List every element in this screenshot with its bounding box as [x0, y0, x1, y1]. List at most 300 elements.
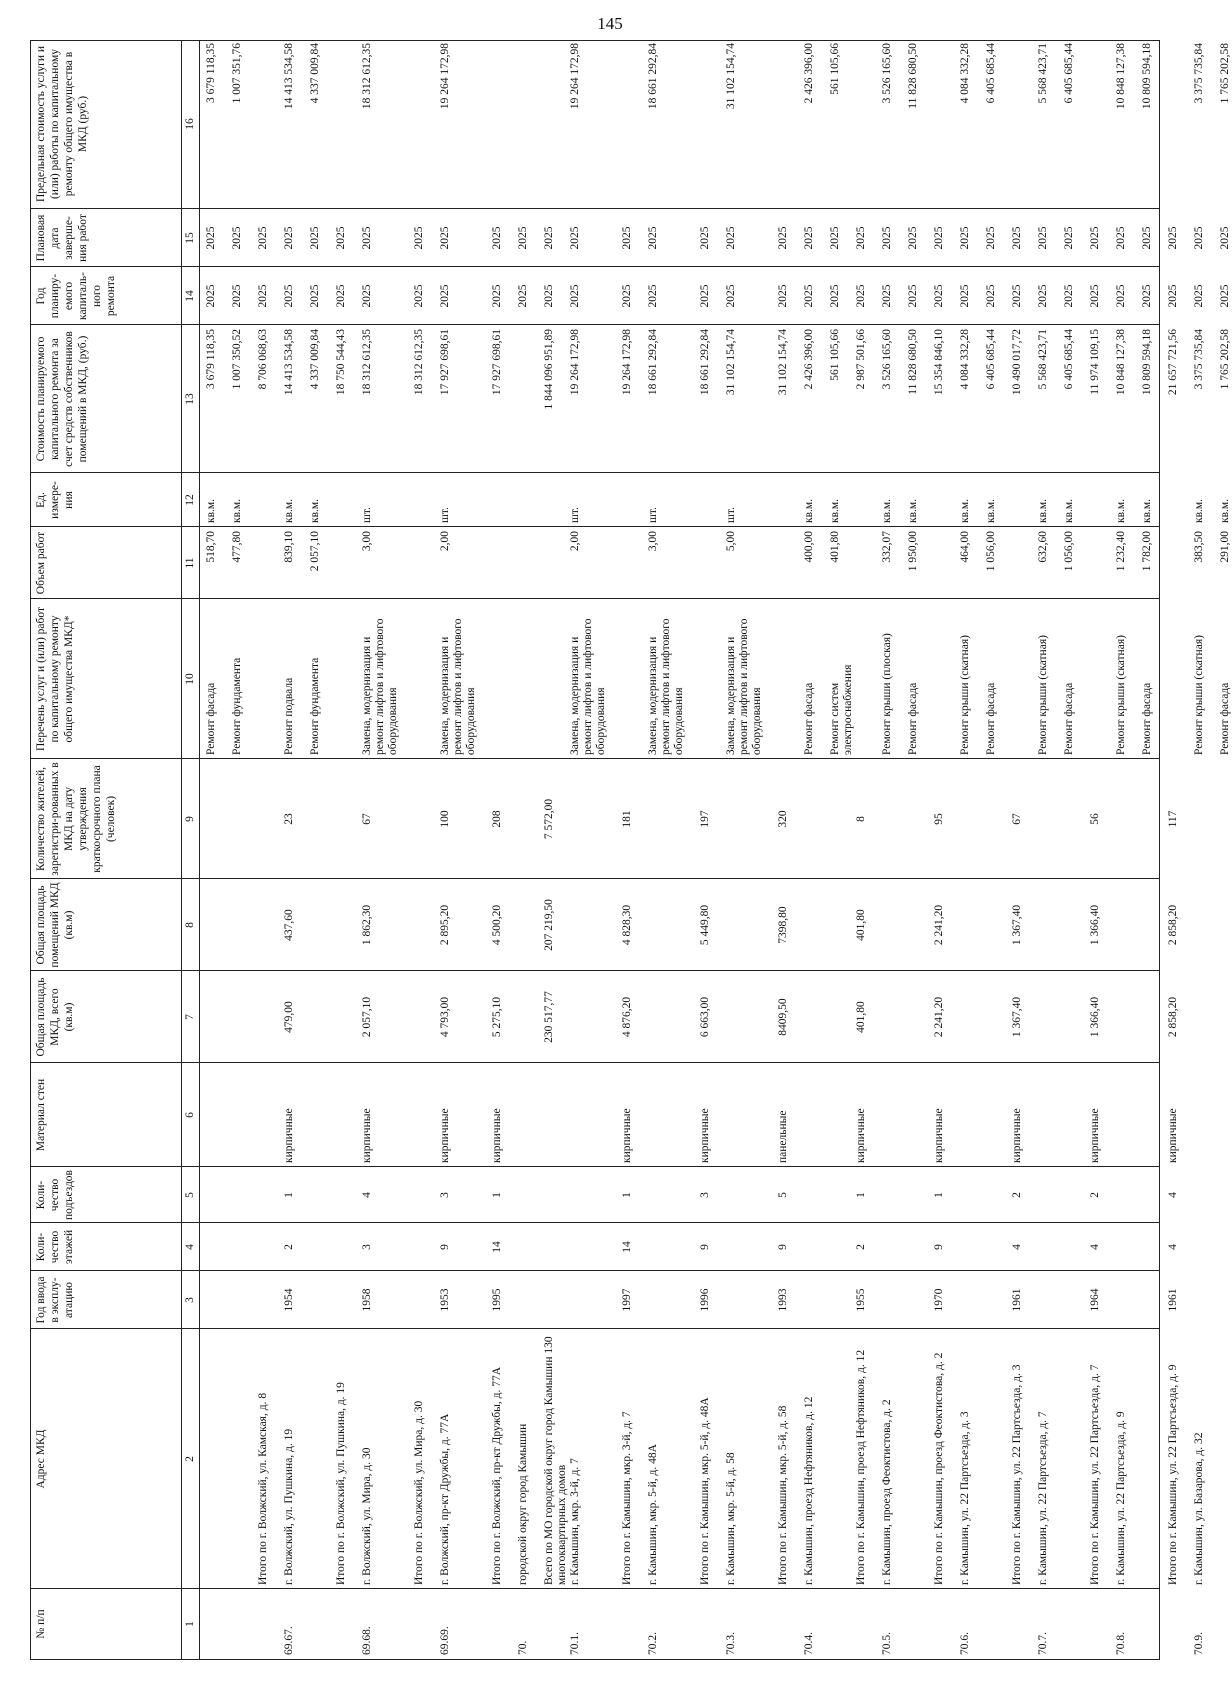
cell-floors: 2	[283, 1244, 295, 1250]
cell-plan-year: 2025	[933, 284, 945, 308]
column-divider	[31, 878, 1159, 879]
cell-limit-cost: 561 105,66	[829, 43, 841, 95]
cell-work-volume: 632,60	[1037, 531, 1049, 563]
column-divider	[31, 324, 1159, 325]
cell-plan-end: 2025	[1167, 226, 1179, 250]
cell-plan-year: 2025	[647, 284, 659, 308]
cell-limit-cost: 1 007 351,76	[231, 43, 243, 104]
cell-entrances: 1	[855, 1192, 867, 1198]
column-divider	[31, 472, 1159, 473]
cell-plan-end: 2025	[647, 226, 659, 250]
cell-floors: 4	[1011, 1244, 1023, 1250]
cell-unit: кв.м.	[959, 498, 971, 523]
cell-floors: 14	[621, 1241, 633, 1253]
cell-plan-end: 2025	[855, 226, 867, 250]
cell-work-volume: 401,80	[829, 531, 841, 563]
cell-work-volume: 464,00	[959, 531, 971, 563]
cell-year-built: 1995	[491, 1288, 503, 1312]
cell-total-area: 2 057,10	[361, 996, 373, 1038]
cell-row-num: 70.6.	[959, 1632, 971, 1655]
cell-total-area: 8409,50	[777, 998, 789, 1036]
cell-limit-cost: 19 264 172,98	[439, 43, 451, 110]
cell-address: городской округ город Камышин	[517, 1423, 529, 1585]
cell-owner-cost: 10 809 594,18	[1141, 329, 1153, 396]
cell-plan-year: 2025	[855, 284, 867, 308]
cell-address: г. Камышин, проезд Феоктистова, д. 2	[881, 1399, 893, 1585]
cell-premises-area: 4 828,30	[621, 904, 633, 946]
cell-plan-year: 2025	[1063, 284, 1075, 308]
cell-row-num: 69.69.	[439, 1626, 451, 1655]
cell-limit-cost: 3 526 165,60	[881, 43, 893, 104]
cell-work-volume: 1 056,00	[1063, 531, 1075, 572]
cell-plan-end: 2025	[335, 226, 347, 250]
cell-residents: 208	[491, 810, 503, 828]
cell-year-built: 1954	[283, 1288, 295, 1312]
cell-year-built: 1993	[777, 1288, 789, 1312]
cell-address: Итого по г. Волжский, ул. Пушкина, д. 19	[335, 1382, 347, 1585]
cell-plan-end: 2025	[1193, 226, 1205, 250]
page-number: 145	[597, 14, 623, 33]
cell-limit-cost: 10 809 594,18	[1141, 43, 1153, 110]
cell-year-built: 1970	[933, 1288, 945, 1312]
cell-premises-area: 1 366,40	[1089, 904, 1101, 946]
cell-work-volume: 477,80	[231, 531, 243, 563]
cell-wall-material: кирпичные	[621, 1108, 633, 1163]
cell-floors: 4	[1167, 1244, 1179, 1250]
cell-year-built: 1997	[621, 1288, 633, 1312]
cell-work-volume: 383,50	[1193, 531, 1205, 563]
column-divider	[31, 526, 1159, 527]
cell-owner-cost: 17 927 698,61	[491, 329, 503, 396]
cell-owner-cost: 1 844 096 951,89	[543, 329, 555, 410]
cell-address: г. Волжский, ул. Мира, д. 30	[361, 1447, 373, 1585]
column-divider	[31, 1166, 1159, 1167]
cell-work-volume: 518,70	[205, 531, 217, 563]
cell-unit: кв.м.	[1193, 498, 1205, 523]
cell-plan-year: 2025	[439, 284, 451, 308]
cell-work-list: Ремонт крыши (скатная)	[1193, 635, 1205, 755]
column-divider	[31, 970, 1159, 971]
cell-owner-cost: 4 337 009,84	[309, 329, 321, 390]
cell-entrances: 1	[933, 1192, 945, 1198]
row-divider	[199, 41, 200, 1659]
header-wall-material: Материал стен	[35, 1078, 47, 1152]
cell-year-built: 1961	[1167, 1288, 1179, 1312]
cell-work-volume: 3,00	[361, 531, 373, 552]
cell-plan-end: 2025	[439, 226, 451, 250]
cell-address: г. Камышин, ул. Базарова, д. 32	[1193, 1432, 1205, 1585]
cell-work-list: Ремонт систем электроснабжения	[829, 664, 854, 755]
cell-limit-cost: 18 312 612,35	[361, 43, 373, 110]
header-address: Адрес МКД	[35, 1429, 47, 1489]
cell-limit-cost: 2 426 396,00	[803, 43, 815, 104]
header-residents: Количество жителей, зарегистри-рованных в МКД на дату утверждения краткосрочного плана (человек)	[35, 762, 117, 876]
cell-plan-end: 2025	[1011, 226, 1023, 250]
cell-residents: 197	[699, 810, 711, 828]
cell-work-list: Ремонт фасада	[1219, 682, 1231, 755]
cell-owner-cost: 31 102 154,74	[777, 329, 789, 396]
cell-work-list: Ремонт крыши (плоская)	[881, 633, 893, 755]
cell-row-num: 70.8.	[1115, 1632, 1127, 1655]
cell-work-list: Замена, модернизация и ремонт лифтов и лифтового оборудования	[647, 618, 685, 755]
cell-owner-cost: 8 706 068,63	[257, 329, 269, 390]
cell-plan-year: 2025	[1141, 284, 1153, 308]
cell-plan-year: 2025	[777, 284, 789, 308]
cell-plan-end: 2025	[491, 226, 503, 250]
cell-address: Итого по г. Камышин, ул. 22 Партсъезда, д. 7	[1089, 1364, 1101, 1585]
cell-address: г. Камышин, ул. 22 Партсъезда, д. 3	[959, 1411, 971, 1585]
column-number: 5	[184, 1192, 196, 1198]
cell-premises-area: 2 241,20	[933, 904, 945, 946]
column-divider	[31, 1062, 1159, 1063]
cell-address: г. Волжский, пр-кт Дружбы, д. 77А	[439, 1413, 451, 1585]
cell-plan-year: 2025	[543, 284, 555, 308]
cell-plan-year: 2025	[283, 284, 295, 308]
cell-plan-year: 2025	[335, 284, 347, 308]
cell-owner-cost: 10 848 127,38	[1115, 329, 1127, 396]
column-number: 9	[184, 816, 196, 822]
column-divider	[31, 266, 1159, 267]
cell-wall-material: кирпичные	[855, 1108, 867, 1163]
column-number: 14	[184, 290, 196, 302]
cell-floors: 9	[777, 1244, 789, 1250]
cell-work-list: Ремонт фасада	[985, 682, 997, 755]
cell-plan-year: 2025	[491, 284, 503, 308]
rotated-table	[30, 40, 1231, 1660]
cell-plan-year: 2025	[725, 284, 737, 308]
cell-work-volume: 1 056,00	[985, 531, 997, 572]
cell-entrances: 3	[439, 1192, 451, 1198]
cell-year-built: 1953	[439, 1288, 451, 1312]
cell-residents: 95	[933, 813, 945, 825]
cell-owner-cost: 10 490 017,72	[1011, 329, 1023, 396]
cell-unit: шт.	[725, 507, 737, 523]
cell-plan-end: 2025	[803, 226, 815, 250]
cell-wall-material: кирпичные	[491, 1108, 503, 1163]
cell-floors: 14	[491, 1241, 503, 1253]
cell-unit: кв.м.	[231, 498, 243, 523]
cell-total-area: 479,00	[283, 1001, 295, 1033]
cell-plan-end: 2025	[283, 226, 295, 250]
cell-unit: кв.м.	[283, 498, 295, 523]
cell-owner-cost: 2 987 501,66	[855, 329, 867, 390]
cell-unit: кв.м.	[205, 498, 217, 523]
cell-unit: шт.	[439, 507, 451, 523]
cell-row-num: 70.	[517, 1640, 529, 1655]
column-divider	[31, 1328, 1159, 1329]
cell-entrances: 4	[1167, 1192, 1179, 1198]
cell-residents: 7 572,00	[543, 798, 555, 840]
header-premises-area: Общая площадь помещений МКД (кв.м)	[35, 882, 75, 968]
column-number: 8	[184, 922, 196, 928]
cell-address: Итого по г. Камышин, мкр. 3-й, д. 7	[621, 1411, 633, 1585]
cell-plan-year: 2025	[1011, 284, 1023, 308]
cell-entrances: 1	[283, 1192, 295, 1198]
cell-total-area: 401,80	[855, 1001, 867, 1033]
header-unit: Ед. измере-ния	[35, 481, 75, 519]
cell-plan-end: 2025	[1141, 226, 1153, 250]
cell-work-list: Ремонт фасада	[907, 682, 919, 755]
cell-owner-cost: 15 354 846,10	[933, 329, 945, 396]
column-divider	[31, 1270, 1159, 1271]
cell-address: г. Камышин, мкр. 5-й, д. 48А	[647, 1444, 659, 1585]
cell-residents: 67	[361, 813, 373, 825]
cell-plan-year: 2025	[1115, 284, 1127, 308]
cell-work-volume: 332,07	[881, 531, 893, 563]
cell-plan-year: 2025	[829, 284, 841, 308]
cell-total-area: 230 517,77	[543, 991, 555, 1043]
column-divider	[31, 758, 1159, 759]
cell-owner-cost: 3 526 165,60	[881, 329, 893, 390]
cell-plan-end: 2025	[309, 226, 321, 250]
cell-plan-year: 2025	[1089, 284, 1101, 308]
header-total-area: Общая площадь МКД, всего (кв.м)	[35, 977, 75, 1057]
header-work-volume: Объем работ	[35, 531, 47, 595]
cell-limit-cost: 3 679 118,35	[205, 43, 217, 103]
cell-plan-end: 2025	[1115, 226, 1127, 250]
cell-plan-year: 2025	[907, 284, 919, 308]
column-number: 1	[184, 1621, 196, 1627]
cell-work-list: Ремонт фасада	[1063, 682, 1075, 755]
cell-work-list: Ремонт фасада	[803, 682, 815, 755]
column-divider	[31, 1222, 1159, 1223]
cell-total-area: 1 367,40	[1011, 996, 1023, 1038]
cell-row-num: 70.9.	[1193, 1632, 1205, 1655]
cell-unit: кв.м.	[985, 498, 997, 523]
column-number: 10	[184, 673, 196, 685]
cell-owner-cost: 21 657 721,56	[1167, 329, 1179, 396]
cell-unit: кв.м.	[309, 498, 321, 523]
cell-work-list: Замена, модернизация и ремонт лифтов и лифтового оборудования	[361, 618, 399, 755]
cell-plan-year: 2025	[257, 284, 269, 308]
cell-limit-cost: 14 413 534,58	[283, 43, 295, 110]
cell-floors: 4	[1089, 1244, 1101, 1250]
cell-plan-end: 2025	[881, 226, 893, 250]
cell-premises-area: 5 449,80	[699, 904, 711, 946]
cell-work-volume: 839,10	[283, 531, 295, 563]
cell-plan-end: 2025	[1089, 226, 1101, 250]
cell-plan-end: 2025	[725, 226, 737, 250]
cell-wall-material: кирпичные	[361, 1108, 373, 1163]
cell-work-volume: 1 232,40	[1115, 531, 1127, 572]
cell-limit-cost: 11 828 680,50	[907, 43, 919, 109]
cell-limit-cost: 3 375 735,84	[1193, 43, 1205, 104]
cell-plan-year: 2025	[1167, 284, 1179, 308]
cell-plan-end: 2025	[621, 226, 633, 250]
cell-premises-area: 4 500,20	[491, 904, 503, 946]
cell-owner-cost: 4 084 332,28	[959, 329, 971, 390]
cell-plan-end: 2025	[231, 226, 243, 250]
cell-plan-year: 2025	[361, 284, 373, 308]
column-divider	[31, 208, 1159, 209]
cell-wall-material: кирпичные	[283, 1108, 295, 1163]
cell-entrances: 3	[699, 1192, 711, 1198]
cell-plan-year: 2025	[569, 284, 581, 308]
cell-year-built: 1961	[1011, 1288, 1023, 1312]
cell-total-area: 2 858,20	[1167, 996, 1179, 1038]
header-owner-cost: Стоимость планируемого капитального ремонта за счет средств собственников помещений в МКД, (руб.)	[35, 331, 89, 467]
cell-plan-end: 2025	[257, 226, 269, 250]
cell-limit-cost: 1 765 202,58	[1219, 43, 1231, 104]
cell-plan-end: 2025	[829, 226, 841, 250]
cell-premises-area: 1 862,30	[361, 904, 373, 946]
cell-premises-area: 2 895,20	[439, 904, 451, 946]
cell-limit-cost: 4 084 332,28	[959, 43, 971, 104]
cell-plan-end: 2025	[959, 226, 971, 250]
cell-plan-end: 2025	[361, 226, 373, 250]
cell-total-area: 4 876,20	[621, 996, 633, 1038]
cell-owner-cost: 11 828 680,50	[907, 329, 919, 395]
cell-unit: шт.	[361, 507, 373, 523]
cell-wall-material: кирпичные	[699, 1108, 711, 1163]
cell-work-list: Ремонт подвала	[283, 677, 295, 755]
cell-plan-year: 2025	[985, 284, 997, 308]
cell-entrances: 2	[1089, 1192, 1101, 1198]
cell-owner-cost: 18 312 612,35	[413, 329, 425, 396]
cell-row-num: 70.2.	[647, 1632, 659, 1655]
cell-address: Итого по г. Волжский, ул. Камская, д. 8	[257, 1392, 269, 1585]
cell-total-area: 4 793,00	[439, 996, 451, 1038]
cell-plan-end: 2025	[907, 226, 919, 250]
cell-wall-material: кирпичные	[933, 1108, 945, 1163]
cell-owner-cost: 14 413 534,58	[283, 329, 295, 396]
cell-year-built: 1996	[699, 1288, 711, 1312]
cell-owner-cost: 6 405 685,44	[985, 329, 997, 390]
cell-unit: кв.м.	[881, 498, 893, 523]
cell-unit: кв.м.	[907, 498, 919, 523]
cell-floors: 9	[439, 1244, 451, 1250]
cell-work-volume: 400,00	[803, 531, 815, 563]
header-year-built: Год ввода в эксплу-атацию	[35, 1276, 75, 1324]
cell-work-list: Ремонт крыши (скатная)	[959, 635, 971, 755]
cell-address: г. Камышин, мкр. 3-й, д. 7	[569, 1458, 581, 1585]
cell-limit-cost: 4 337 009,84	[309, 43, 321, 104]
cell-plan-year: 2025	[413, 284, 425, 308]
cell-owner-cost: 2 426 396,00	[803, 329, 815, 390]
cell-plan-year: 2025	[699, 284, 711, 308]
cell-premises-area: 437,60	[283, 909, 295, 941]
cell-entrances: 5	[777, 1192, 789, 1198]
cell-entrances: 4	[361, 1192, 373, 1198]
cell-plan-year: 2025	[1193, 284, 1205, 308]
column-number: 15	[184, 232, 196, 244]
cell-unit: кв.м.	[1219, 498, 1231, 523]
cell-owner-cost: 19 264 172,98	[569, 329, 581, 396]
cell-residents: 320	[777, 810, 789, 828]
cell-residents: 67	[1011, 813, 1023, 825]
cell-floors: 2	[855, 1244, 867, 1250]
cell-residents: 56	[1089, 813, 1101, 825]
cell-plan-year: 2025	[621, 284, 633, 308]
cell-plan-year: 2025	[959, 284, 971, 308]
cell-work-volume: 2 057,10	[309, 531, 321, 572]
cell-limit-cost: 5 568 423,71	[1037, 43, 1049, 104]
cell-plan-year: 2025	[803, 284, 815, 308]
cell-unit: кв.м.	[1141, 498, 1153, 523]
cell-owner-cost: 18 661 292,84	[699, 329, 711, 396]
cell-total-area: 2 241,20	[933, 996, 945, 1038]
cell-owner-cost: 3 375 735,84	[1193, 329, 1205, 390]
cell-plan-year: 2025	[881, 284, 893, 308]
cell-owner-cost: 1 007 350,52	[231, 329, 243, 390]
cell-address: Итого по г. Камышин, ул. 22 Партсъезда, д. 9	[1167, 1364, 1179, 1585]
column-number: 3	[184, 1297, 196, 1303]
column-number: 7	[184, 1014, 196, 1020]
cell-address: Итого по г. Камышин, мкр. 5-й, д. 48А	[699, 1397, 711, 1585]
cell-row-num: 70.7.	[1037, 1632, 1049, 1655]
cell-limit-cost: 6 405 685,44	[985, 43, 997, 104]
cell-plan-year: 2025	[231, 284, 243, 308]
cell-wall-material: кирпичные	[1011, 1108, 1023, 1163]
cell-owner-cost: 5 568 423,71	[1037, 329, 1049, 390]
cell-premises-area: 1 367,40	[1011, 904, 1023, 946]
cell-address: Итого по г. Камышин, проезд Нефтяников, д. 12	[855, 1349, 867, 1585]
row-divider	[181, 41, 182, 1659]
column-number: 2	[184, 1456, 196, 1462]
cell-unit: шт.	[647, 507, 659, 523]
cell-plan-end: 2025	[205, 226, 217, 250]
cell-address: г. Камышин, ул. 22 Партсъезда, д. 9	[1115, 1411, 1127, 1585]
cell-address: г. Камышин, проезд Нефтяников, д. 12	[803, 1396, 815, 1585]
cell-total-area: 5 275,10	[491, 996, 503, 1038]
cell-work-volume: 1 950,00	[907, 531, 919, 572]
cell-plan-end: 2025	[413, 226, 425, 250]
cell-plan-year: 2025	[309, 284, 321, 308]
cell-residents: 181	[621, 810, 633, 828]
cell-year-built: 1955	[855, 1288, 867, 1312]
cell-work-volume: 2,00	[569, 531, 581, 552]
header-entrances: Коли-чество подъездов	[35, 1170, 75, 1220]
cell-plan-end: 2025	[517, 226, 529, 250]
capital-repair-table	[30, 40, 1231, 1660]
cell-owner-cost: 11 974 109,15	[1089, 329, 1101, 395]
column-number: 16	[184, 118, 196, 130]
cell-unit: кв.м.	[1037, 498, 1049, 523]
cell-address: г. Камышин, ул. 22 Партсъезда, д. 7	[1037, 1411, 1049, 1585]
cell-entrances: 1	[621, 1192, 633, 1198]
cell-plan-end: 2025	[569, 226, 581, 250]
cell-address: Итого по г. Камышин, ул. 22 Партсъезда, д. 3	[1011, 1364, 1023, 1585]
cell-row-num: 69.67.	[283, 1626, 295, 1655]
cell-plan-year: 2025	[1219, 284, 1231, 308]
cell-row-num: 70.5.	[881, 1632, 893, 1655]
cell-limit-cost: 6 405 685,44	[1063, 43, 1075, 104]
cell-owner-cost: 6 405 685,44	[1063, 329, 1075, 390]
cell-row-num: 69.68.	[361, 1626, 373, 1655]
cell-plan-year: 2025	[517, 284, 529, 308]
cell-residents: 117	[1167, 810, 1179, 828]
cell-work-volume: 1 782,00	[1141, 531, 1153, 572]
cell-owner-cost: 561 105,66	[829, 329, 841, 381]
column-divider	[31, 1588, 1159, 1589]
header-floors: Коли-чество этажей	[35, 1229, 75, 1265]
column-number: 6	[184, 1112, 196, 1118]
cell-limit-cost: 18 661 292,84	[647, 43, 659, 110]
cell-plan-end: 2025	[985, 226, 997, 250]
cell-unit: кв.м.	[803, 498, 815, 523]
cell-limit-cost: 31 102 154,74	[725, 43, 737, 110]
header-row-num: № п/п	[35, 1609, 47, 1639]
cell-unit: шт.	[569, 507, 581, 523]
cell-address: Итого по г. Камышин, проезд Феоктистова, д. 2	[933, 1352, 945, 1585]
cell-total-area: 1 366,40	[1089, 996, 1101, 1038]
cell-limit-cost: 10 848 127,38	[1115, 43, 1127, 110]
cell-work-list: Замена, модернизация и ремонт лифтов и лифтового оборудования	[439, 618, 477, 755]
cell-work-volume: 2,00	[439, 531, 451, 552]
cell-floors: 9	[933, 1244, 945, 1250]
cell-plan-end: 2025	[1037, 226, 1049, 250]
cell-owner-cost: 3 679 118,35	[205, 329, 217, 389]
